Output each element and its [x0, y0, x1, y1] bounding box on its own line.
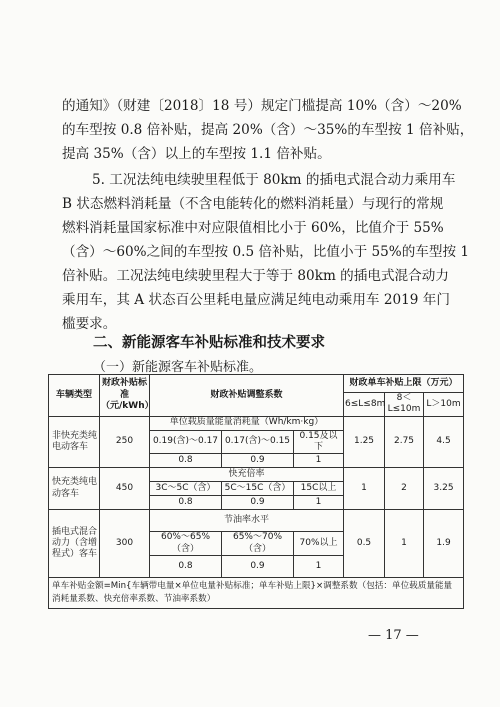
- cap-value: 1: [344, 468, 385, 510]
- coef-value: 0.9: [222, 454, 294, 468]
- paragraph-line: 提高 35%（含）以上的车型按 1.1 倍补贴。: [62, 146, 331, 162]
- coef-range: 65%～70%（含）: [222, 532, 294, 556]
- row-subsidy-standard: 300: [100, 510, 150, 578]
- cap-value: 1.9: [424, 510, 464, 578]
- coef-title: 节油率水平: [150, 510, 344, 532]
- header-cap-mid: 8＜L≤10m: [385, 393, 424, 417]
- row-vehicle-type: 快充类纯电动客车: [49, 468, 100, 510]
- paragraph-line: 的通知》（财建〔2018〕18 号）规定门槛提高 10%（含）～20%: [62, 98, 462, 114]
- coef-value: 0.8: [150, 496, 222, 510]
- coef-value: 0.8: [150, 454, 222, 468]
- coef-range: 15C以上: [294, 482, 344, 496]
- subsidy-table: [48, 374, 464, 609]
- header-subsidy-cap: 财政单车补贴上限（万元）: [344, 375, 464, 393]
- header-cap-short: 6≤L≤8m: [344, 393, 385, 417]
- coef-range: 0.19(含)～0.17: [150, 430, 222, 454]
- coef-title: 快充倍率: [150, 468, 344, 482]
- paragraph-line: 5. 工况法纯电续驶里程低于 80km 的插电式混合动力乘用车: [92, 172, 456, 188]
- coef-range: 5C～15C（含）: [222, 482, 294, 496]
- cap-value: 4.5: [424, 416, 464, 468]
- cap-value: 2.75: [385, 416, 424, 468]
- row-subsidy-standard: 450: [100, 468, 150, 510]
- coef-range: 70%以上: [294, 532, 344, 556]
- coef-range: 0.17(含)～0.15: [222, 430, 294, 454]
- paragraph-line: （含）～60%之间的车型按 0.5 倍补贴，比值小于 55%的车型按 1: [62, 244, 470, 260]
- table-note: 单车补贴金额=Min{车辆带电量×单位电量补贴标准；单车补贴上限}×调整系数（包括：单位载质量能量消耗量系数、快充倍率系数、节油率系数）: [49, 578, 464, 609]
- cap-value: 1.25: [344, 416, 385, 468]
- paragraph-line: 的车型按 0.8 倍补贴，提高 20%（含）～35%的车型按 1 倍补贴，: [62, 122, 474, 138]
- row-vehicle-type: 插电式混合动力（含增程式）客车: [49, 510, 100, 578]
- section-heading: 二、新能源客车补贴标准和技术要求: [93, 335, 325, 351]
- coef-value: 1: [294, 454, 344, 468]
- coef-range: 3C～5C（含）: [150, 482, 222, 496]
- cap-value: 0.5: [344, 510, 385, 578]
- cap-value: 1: [385, 510, 424, 578]
- header-vehicle-type: 车辆类型: [49, 375, 100, 417]
- page-number: — 17 —: [368, 628, 419, 643]
- header-adjust-coef: 财政补贴调整系数: [150, 375, 344, 417]
- coef-title: 单位载质量能量消耗量（Wh/km·kg）: [150, 416, 344, 430]
- coef-value: 1: [294, 496, 344, 510]
- paragraph-line: 槛要求。: [62, 316, 117, 332]
- cap-value: 2: [385, 468, 424, 510]
- header-subsidy-standard: 财政补贴标准（元/kWh）: [100, 375, 150, 417]
- paragraph-line: 乘用车，其 A 状态百公里耗电量应满足纯电动乘用车 2019 年门: [62, 292, 450, 308]
- paragraph-line: 倍补贴。工况法纯电续驶里程大于等于 80km 的插电式混合动力: [62, 268, 449, 284]
- coef-value: 0.9: [222, 556, 294, 578]
- coef-value: 0.9: [222, 496, 294, 510]
- cap-value: 3.25: [424, 468, 464, 510]
- coef-range: 0.15及以下: [294, 430, 344, 454]
- coef-range: 60%～65%（含）: [150, 532, 222, 556]
- coef-value: 0.8: [150, 556, 222, 578]
- subsection-heading: （一）新能源客车补贴标准。: [93, 360, 263, 375]
- paragraph-line: B 状态燃料消耗量（不含电能转化的燃料消耗量）与现行的常规: [62, 196, 444, 212]
- row-subsidy-standard: 250: [100, 416, 150, 468]
- paragraph-line: 燃料消耗量国家标准中对应限值相比小于 60%，比值介于 55%: [62, 220, 444, 236]
- row-vehicle-type: 非快充类纯电动客车: [49, 416, 100, 468]
- coef-value: 1: [294, 556, 344, 578]
- header-cap-long: L＞10m: [424, 393, 464, 417]
